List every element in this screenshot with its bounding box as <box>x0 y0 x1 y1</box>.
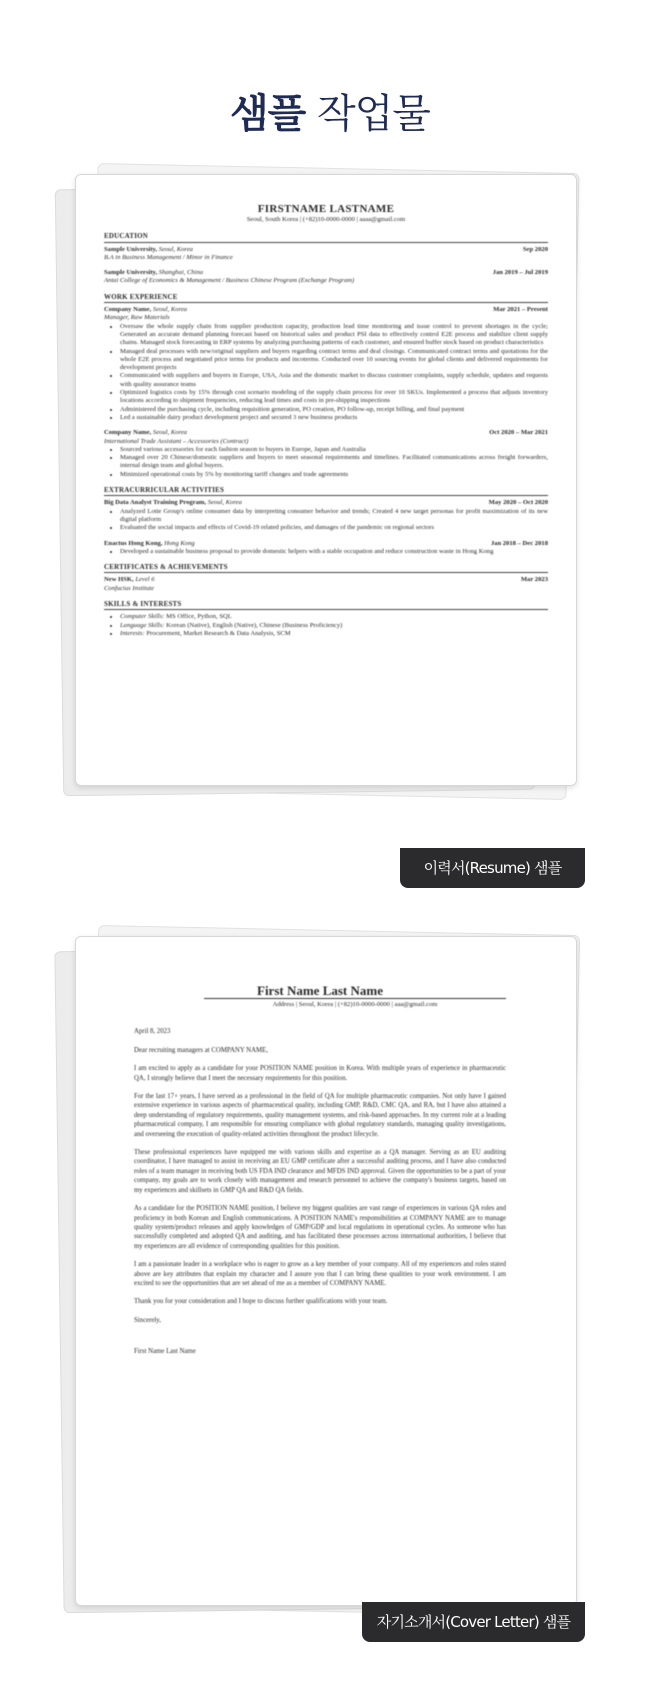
cover-letter-paragraph: Thank you for your consideration and I hope to discuss further qualifications with your team. <box>134 1298 388 1306</box>
resume-name: FIRSTNAME LASTNAME <box>257 203 395 215</box>
resume-page <box>75 174 577 786</box>
resume-content <box>104 203 548 638</box>
skill-item <box>120 613 548 621</box>
education-entry <box>104 246 548 263</box>
cover-letter-name: First Name Last Name <box>257 983 383 998</box>
certificate-level: Level 6 <box>135 576 155 584</box>
company-location: Seoul, Korea <box>152 306 188 314</box>
activity-date: Jan 2018 – Dec 2018 <box>490 539 548 547</box>
skills-heading: SKILLS & INTERESTS <box>104 600 548 610</box>
work-date: Mar 2021 – Present <box>493 306 548 314</box>
work-entry <box>104 429 548 479</box>
cover-letter-paragraph: These professional experiences have equipped me with various skills and expertise as a QA manager. Serving as an EU auditing coordinator, I have managed to assist in receiving an EU GMP certificate after a successful auditing process, and I have also conducted roles of a team manager in receiving both US FDA IND clearance and MFDS IND approval. Given the opportunities to be a part of your company, my goals are to work closely with management and research personnel to achieve the company's business targets, based on my experiences and skillsets in GMP QA and R&D QA fields. <box>134 1149 506 1194</box>
work-bullet: • Optimized logistics costs by 15% through cost scenario modeling of the supply chain process for over 10 SKUs. Implemented a process that adjusts inventory locations according to shipment frequencies, reducing lead times and costs in pre-shipping inspections <box>120 389 548 406</box>
skill-value: Procurement, Market Research & Data Analysis, SCM <box>144 629 291 637</box>
cover-letter-signature: First Name Last Name <box>134 1348 196 1356</box>
activity-bullet: • Analyzed Lotte Group's online consumer data by interpreting consumer behavior and trends; Created 4 new target personas for profit maximization of its new digital platform <box>120 508 548 525</box>
activity-entry <box>104 499 548 532</box>
work-role: International Trade Assistant – Accessories (Contract) <box>104 437 249 445</box>
work-bullet: • Administered the purchasing cycle, including requisition generation, PO creation, PO follow-up, receipt billing, and final payment <box>120 406 548 414</box>
skill-value: Korean (Native), English (Native), Chinese (Business Proficiency) <box>164 621 343 629</box>
resume-caption-badge: 이력서(Resume) 샘플 <box>400 848 585 888</box>
work-bullet: • Led a sustainable dairy product development project and secured 3 new business products <box>120 414 548 422</box>
education-entry <box>104 269 548 286</box>
cover-letter-contact: Address | Seoul, Korea | (+82)10-0000-0000 | aaa@gmail.com <box>204 998 506 1009</box>
skill-label: Language Skills: <box>120 621 165 629</box>
skill-label: Interests: <box>120 629 145 637</box>
work-bullet: • Communicated with suppliers and buyers in Europe, USA, Asia and the domestic market to discuss customer complaints, supply schedule, updates and requests with quality assurance teams <box>120 372 548 389</box>
activity-bullet: • Evaluated the social impacts and effects of Covid-19 related policies, and damages of the pandemic on regional sectors <box>120 524 548 532</box>
education-detail: B.A in Business Management / Minor in Finance <box>104 253 233 261</box>
activity-org: Enactus Hong Kong, <box>104 539 163 547</box>
activity-org: Big Data Analyst Training Program, <box>104 499 207 507</box>
school-location: Seoul, Korea <box>158 245 193 253</box>
company-name: Company Name, <box>104 306 152 314</box>
certificate-issuer: Confucius Institute <box>104 584 155 592</box>
skill-item <box>120 622 548 630</box>
page-title <box>0 82 660 139</box>
certificate-date: Mar 2023 <box>520 576 548 584</box>
school-name: Sample University, <box>104 245 158 253</box>
cover-letter-content <box>134 983 506 1366</box>
cover-letter-caption-badge: 자기소개서(Cover Letter) 샘플 <box>362 1602 585 1642</box>
cover-letter-paragraph: I am a passionate leader in a workplace who is eager to grow as a key member of your company. All of my experiences and roles stated above are key attributes that explain my character and I assure you that I can bring these qualities to your work environment. I am excited to see the opportunities that are set ahead of me as a member of COMPANY NAME. <box>134 1261 506 1287</box>
work-bullet: • Minimized operational costs by 5% by monitoring tariff changes and trade agreements <box>120 471 548 479</box>
work-bullet: • Sourced various accessories for each fashion season to buyers in Europe, Japan and Australia <box>120 446 548 454</box>
activity-location: Seoul, Korea <box>207 499 242 507</box>
cover-letter-paragraph: I am excited to apply as a candidate for your POSITION NAME position in Korea. With multiple years of experience in pharmaceutic QA, I strongly believe that I meet the necessary requirements for this position. <box>134 1065 506 1082</box>
certificates-heading: CERTIFICATES & ACHIEVEMENTS <box>104 563 548 573</box>
resume-contact: Seoul, South Korea | (+82)10-0000-0000 | aaaa@gmail.com <box>246 216 406 223</box>
education-detail: Antai College of Economics & Management / Business Chinese Program (Exchange Program) <box>104 277 355 285</box>
cover-letter-date: April 8, 2023 <box>134 1028 171 1036</box>
work-bullet: • Managed over 20 Chinese/domestic suppliers and buyers to meet seasonal requirements and timelines. Facilitated communications across freight forwarders, internal design team and global buyers. <box>120 454 548 471</box>
cover-letter-salutation: Dear recruiting managers at COMPANY NAME, <box>134 1046 268 1054</box>
extracurricular-heading: EXTRACURRICULAR ACTIVITIES <box>104 486 548 496</box>
certificate-entry <box>104 576 548 593</box>
company-name: Company Name, <box>104 429 152 437</box>
company-location: Seoul, Korea <box>152 429 188 437</box>
education-date: Jan 2019 – Jul 2019 <box>492 269 548 277</box>
page-title-strong: 샘플 <box>230 91 306 137</box>
page-title-light: 작업물 <box>305 91 430 137</box>
work-date: Oct 2020 – Mar 2021 <box>489 429 548 437</box>
cover-letter-paragraph: As a candidate for the POSITION NAME position, I believe my biggest qualities are vast range of experiences in various QA roles and proficiency in both Korean and English communications. A POSITION NAME's responsibilities at COMPANY NAME are to manage quality system/product releases and apply knowledges of GMP/GDP and local regulations in operational cycles. As someone who has successfully completed and adopted QA and auditing, and has facilitated these processes across international authorities, I believe that my experiences are all evidence of corresponding qualities for this position. <box>134 1205 506 1250</box>
activity-location: Hong Kong <box>164 539 195 547</box>
activity-date: May 2020 – Oct 2020 <box>488 499 548 507</box>
skill-item <box>120 630 548 638</box>
work-role: Manager, Raw Materials <box>104 314 170 322</box>
cover-letter-page <box>75 936 577 1606</box>
activity-bullet: • Developed a sustainable business proposal to provide domestic helpers with a stable occupation and reduce construction waste in Hong Kong <box>120 548 548 556</box>
work-entry <box>104 306 548 422</box>
cover-letter-paragraph: For the last 17+ years, I have served as a professional in the field of QA for multiple pharmaceutic companies. Not only have I gained extensive experience in various aspects of pharmaceutical quality, including GMP, R&D, CMC QA, and RA, but I have also attained a deep understanding of regulatory requirements, quality management systems, and risk-based approaches. In my current role at a leading pharmaceutical company, I am responsible for ensuring compliance with global regulatory standards, managing quality investigations, and overseeing the execution of quality-related activities throughout the product lifecycle. <box>134 1093 506 1138</box>
education-date: Sep 2020 <box>522 245 548 253</box>
resume-sample-stack <box>55 158 605 858</box>
work-heading: WORK EXPERIENCE <box>104 293 548 303</box>
work-bullet: • Oversaw the whole supply chain from supplier production capacity, production lead time monitoring and issue control to prevent shortages in the cycle; Generated an accurate demand planning forecast based on historical sales and product PSI data to effectively control E2E process and stabilize client supply chains. Managed stock forecasting in ERP systems by analyzing purchasing patterns of each customer, and ensured buffer stock based on product characteristics <box>120 323 548 348</box>
school-location: Shanghai, China <box>158 269 204 277</box>
cover-letter-closing: Sincerely, <box>134 1316 161 1324</box>
skill-label: Computer Skills: <box>120 613 165 621</box>
school-name: Sample University, <box>104 269 158 277</box>
certificate-name: New HSK, <box>104 576 134 584</box>
cover-letter-sample-stack <box>55 920 605 1620</box>
activity-entry <box>104 540 548 557</box>
work-bullet: • Managed deal processes with new/original suppliers and buyers regarding contract terms and deal closings. Communicated contract terms and quotations for the whole E2E process and negotiated price terms for products and incoterms. Conducted over 10 sourcing events for global clients and delivered requirements for development projects <box>120 348 548 373</box>
skill-value: MS Office, Python, SQL <box>164 613 232 621</box>
education-heading: EDUCATION <box>104 232 548 242</box>
skills-list <box>104 613 548 638</box>
